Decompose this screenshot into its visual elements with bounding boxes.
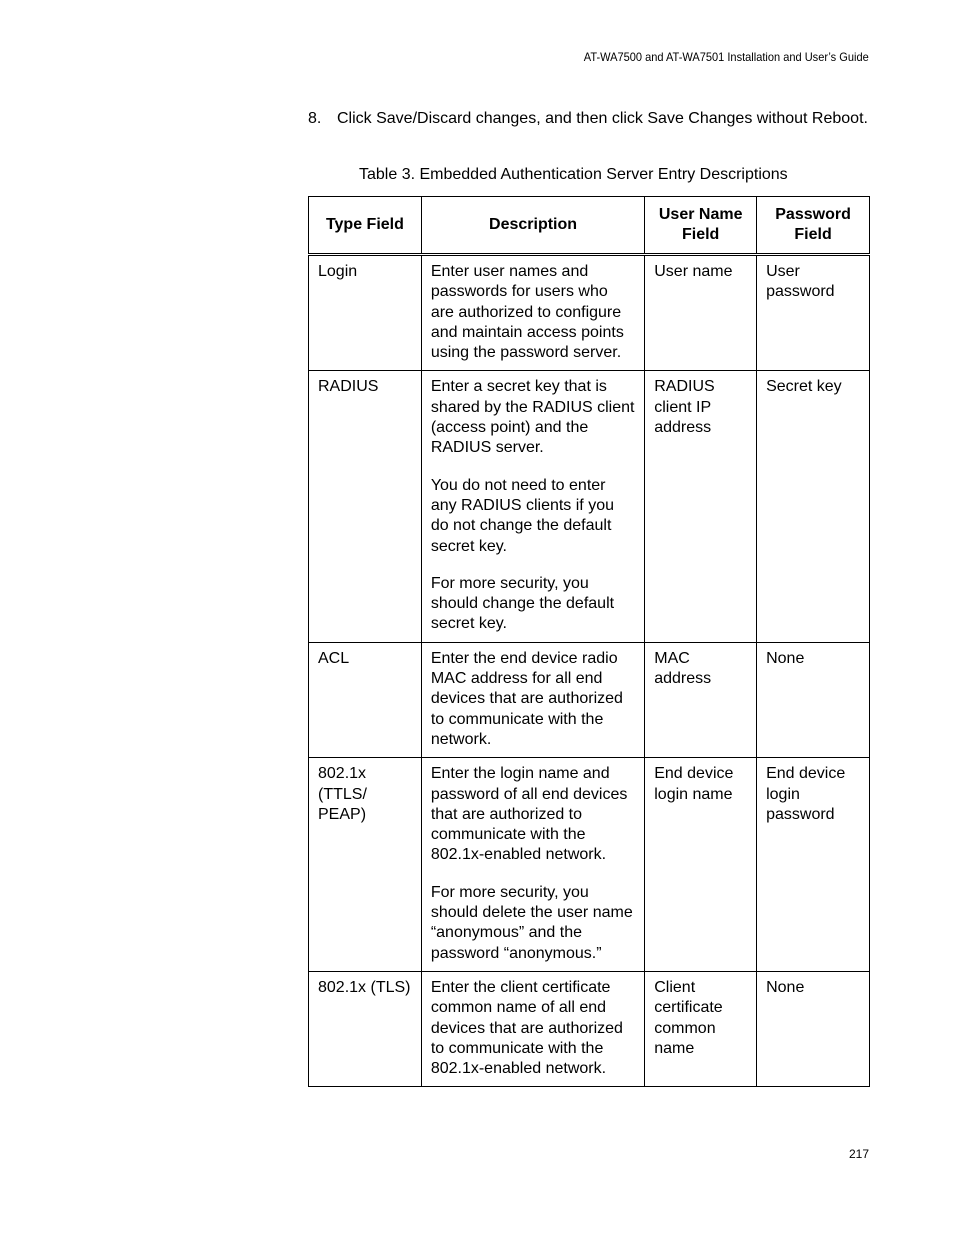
table-row — [309, 371, 870, 642]
type-cell: 802.1x (TTLS/ PEAP) — [309, 758, 422, 972]
description-paragraph: You do not need to enter any RADIUS clients if you do not change the default secret key. — [430, 476, 614, 555]
description-paragraph: Enter a secret key that is shared by the RADIUS client (access point) and the RADIUS server. — [430, 378, 635, 457]
password-cell: Secret key — [757, 371, 870, 642]
username-cell: RADIUS client IP address — [645, 371, 757, 642]
username-cell: MAC address — [645, 642, 757, 757]
description-paragraph: For more security, you should delete the user name “anonymous” and the password “anonymous.” — [430, 883, 633, 962]
type-cell: 802.1x (TLS) — [309, 971, 422, 1086]
type-cell: ACL — [309, 642, 422, 757]
page-number: 217 — [848, 1147, 869, 1161]
password-cell: User password — [757, 255, 870, 371]
table-caption: Table 3. Embedded Authentication Server Entry Descriptions — [359, 166, 788, 183]
password-cell: None — [757, 971, 870, 1086]
password-cell: End device login password — [757, 758, 870, 972]
table-row — [309, 255, 870, 371]
description-cell — [421, 758, 644, 972]
header-user-name-field: User Name Field — [645, 197, 757, 255]
description-cell — [421, 642, 644, 757]
description-paragraph: Enter the client certificate common name of all end devices that are authorized to communicate with the 802.1x-enabled network. — [430, 978, 623, 1078]
description-cell — [421, 255, 644, 371]
entry-descriptions-table — [308, 196, 870, 1087]
step-8 — [308, 108, 868, 129]
description-paragraph: For more security, you should change the default secret key. — [430, 574, 615, 633]
description-cell — [421, 971, 644, 1086]
username-cell: Client certificate common name — [645, 971, 757, 1086]
password-cell: None — [757, 642, 870, 757]
step-number: 8. — [308, 110, 322, 127]
description-paragraph: Enter user names and passwords for users who are authorized to configure and maintain access points using the password server. — [430, 263, 624, 362]
type-cell: Login — [309, 255, 422, 371]
header-password-field: Password Field — [757, 197, 870, 255]
header-description: Description — [421, 197, 644, 255]
table-header-row — [309, 197, 870, 255]
running-header: AT-WA7500 and AT-WA7501 Installation and User’s Guide — [584, 50, 869, 64]
description-paragraph: Enter the login name and password of all end devices that are authorized to communicate with the 802.1x-enabled network. — [430, 765, 628, 864]
table-row — [309, 642, 870, 757]
description-cell — [421, 371, 644, 642]
username-cell: User name — [645, 255, 757, 371]
type-cell: RADIUS — [309, 371, 422, 642]
table-row — [309, 758, 870, 972]
username-cell: End device login name — [645, 758, 757, 972]
step-text: Click Save/Discard changes, and then click Save Changes without Reboot. — [337, 110, 868, 127]
description-paragraph: Enter the end device radio MAC address for all end devices that are authorized to communicate with the network. — [430, 649, 623, 748]
table-row — [309, 971, 870, 1086]
header-type-field: Type Field — [309, 197, 422, 255]
